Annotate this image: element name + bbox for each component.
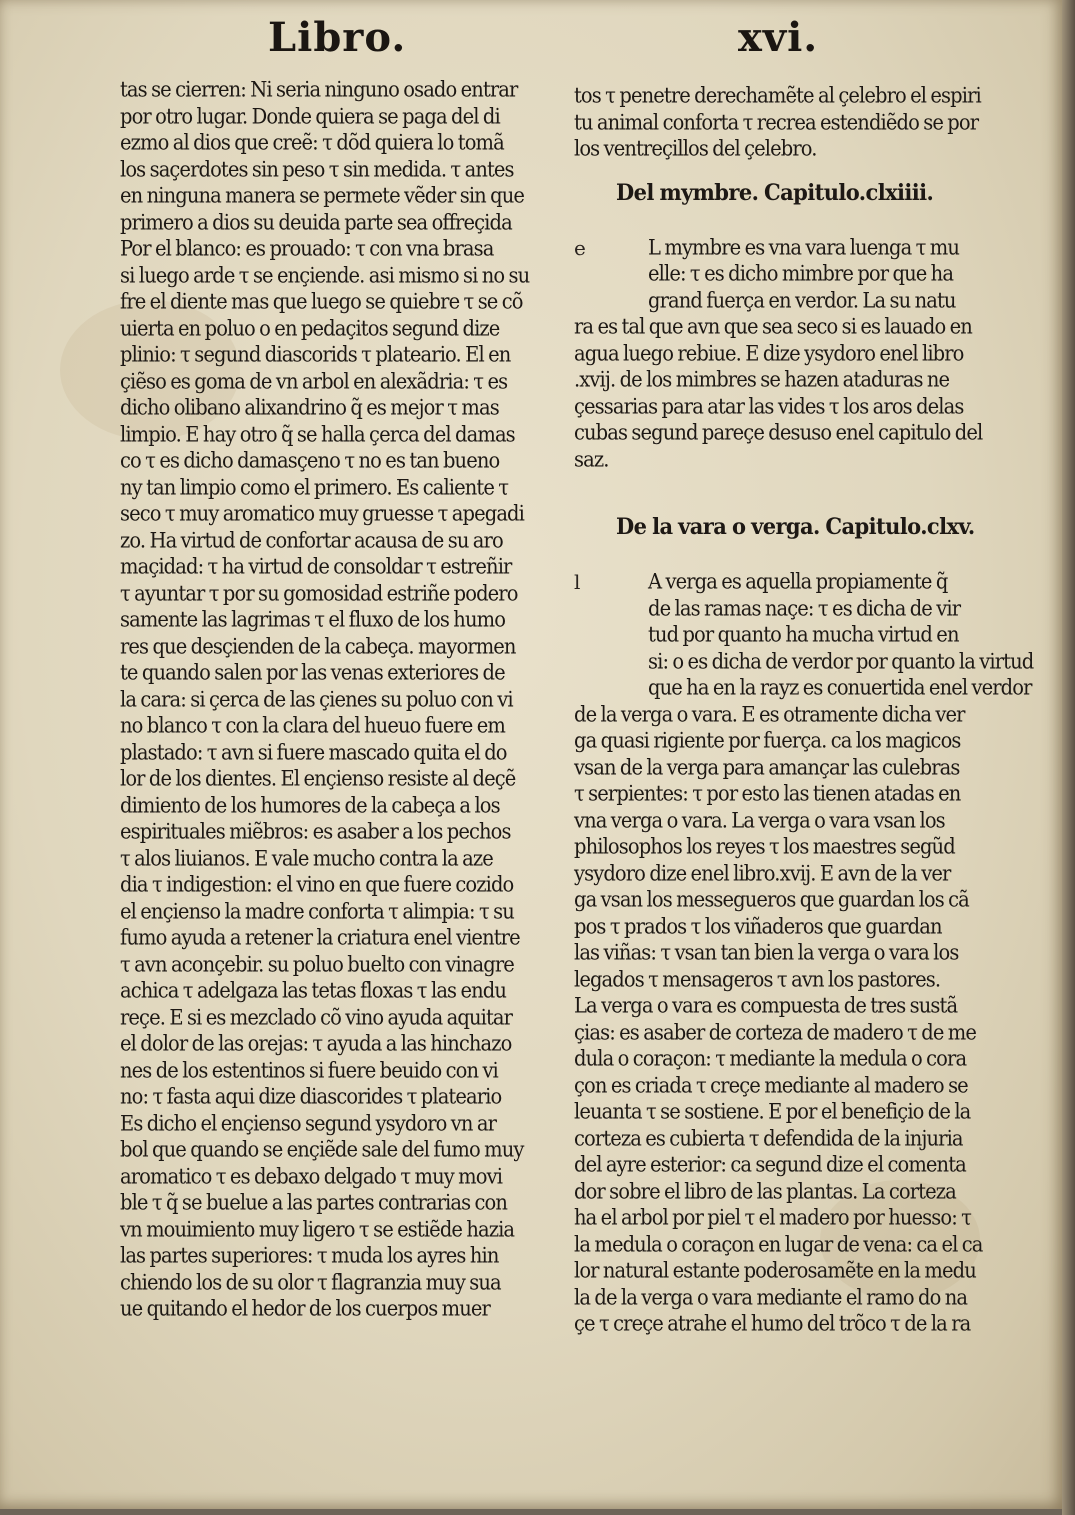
text-line: lor de los dientes. El ençienso resiste al deçẽ	[120, 766, 516, 791]
text-line: cubas segund pareçe desuso enel capitulo del	[574, 420, 983, 445]
text-line: los saçerdotes sin peso τ sin medida. τ antes	[120, 156, 514, 182]
text-line: te quando salen por las venas exteriores de	[120, 660, 505, 685]
text-line: las partes superiores: τ muda los ayres hin	[120, 1243, 499, 1268]
text-line: maçidad: τ ha virtud de consoldar τ estreñir	[120, 554, 512, 579]
text-line: Por el blanco: es prouado: τ con vna brasa	[120, 236, 494, 261]
text-line: .xvij. de los mimbres se hazen ataduras ne	[574, 367, 950, 392]
text-line: seco τ muy aromatico muy gruesse τ apegadi	[120, 501, 524, 526]
guide-letter-e: e	[574, 235, 586, 260]
text-line: ga quasi rigiente por fuerça. ca los magicos	[574, 728, 961, 753]
text-line: corteza es cubierta τ defendida de la injuria	[574, 1125, 963, 1151]
left-text-column	[120, 76, 530, 1322]
chapter-2-initial-lines	[574, 568, 1034, 701]
text-line: primero a dios su deuida parte sea offreçida	[120, 209, 512, 235]
text-line: τ ayuntar τ por su gomosidad estriñe podero	[120, 580, 518, 606]
text-line: fre el diente mas que luego se quiebre τ se cõ	[120, 289, 523, 314]
text-line: Es dicho el ençienso segund ysydoro vn ar	[120, 1110, 497, 1136]
text-line: los ventreçillos del çelebro.	[574, 136, 817, 161]
text-line: tos τ penetre derechamẽte al çelebro el espiri	[574, 83, 981, 108]
text-line: tu animal conforta τ recrea estendiẽdo se por	[574, 109, 979, 135]
text-line: A verga es aquella propiamente q̃	[648, 569, 948, 594]
text-line: por otro lugar. Donde quiera se paga del di	[120, 103, 500, 129]
chapter-2-body	[574, 701, 983, 1337]
text-line: las viñas: τ vsan tan bien la verga o vara los	[574, 940, 959, 965]
text-line: dula o coraçon: τ mediante la medula o cora	[574, 1046, 967, 1071]
text-line: nes de los estentinos si fuere beuido con vi	[120, 1057, 498, 1083]
text-line: legados τ mensageros τ avn los pastores.	[574, 966, 941, 992]
text-line: chiendo los de su olor τ flagranzia muy sua	[120, 1269, 501, 1295]
text-line: plinio: τ segund diascorids τ platеario. El en	[120, 342, 511, 367]
text-line: vna verga o vara. La verga o vara vsan los	[574, 807, 945, 833]
text-line: uierta en poluo o en pedaçitos segund dize	[120, 315, 500, 341]
text-line: aromatico τ es debaxo delgado τ muy movi	[120, 1163, 503, 1189]
text-line: dor sobre el libro de las plantas. La corteza	[574, 1178, 956, 1204]
chapter-1-initial-lines	[574, 234, 969, 314]
guide-letter-l: l	[574, 570, 581, 594]
text-line: ezmo al dios que creẽ: τ dõd quiera lo tomã	[120, 130, 504, 155]
running-head-right: xvi.	[738, 14, 819, 61]
text-line: dimiento de los humores de la cabeça a los	[120, 792, 500, 818]
running-head-left: Libro.	[268, 14, 407, 61]
text-line: dicho olibano alixandrino q̃ es mejor τ mas	[120, 395, 499, 420]
text-line: no blanco τ con la clara del hueuo fuere em	[120, 713, 505, 738]
text-line: philosophos los reyes τ los maestres segũd	[574, 834, 955, 859]
text-line: ha el arbol por piel τ el madero por huesso: τ	[574, 1205, 972, 1230]
text-line: vn mouimiento muy ligero τ se estiẽde hazia	[120, 1216, 515, 1242]
text-line: de la verga o vara. E es otramente dicha ver	[574, 701, 965, 727]
text-line: samente las lagrimas τ el fluxo de los humo	[120, 607, 506, 632]
text-line: el dolor de las orejas: τ ayuda a las hinchazo	[120, 1031, 512, 1056]
text-line: ysydoro dize enel libro.xvij. E avn de la ver	[574, 860, 951, 886]
text-line: çe τ creçe atrahe el humo del trõco τ de la ra	[574, 1311, 971, 1336]
text-line: saz.	[574, 446, 609, 472]
text-line: la medula o coraçon en lugar de vena: ca el ca	[574, 1231, 983, 1257]
text-line: tas se cierren: Ni seria ninguno osado entrar	[120, 77, 518, 102]
text-line: ra es tal que avn que sea seco si es lauado en	[574, 314, 972, 339]
text-line: ble τ q̃ se buelue a las partes contrarias con	[120, 1190, 508, 1215]
text-line: agua luego rebiue. E dize ysydoro enel libro	[574, 340, 964, 366]
text-line: achica τ adelgaza las tetas floxas τ las endu	[120, 978, 506, 1003]
text-line: elle: τ es dicho mimbre por que ha	[648, 261, 954, 286]
chapter-1-body	[574, 313, 983, 472]
text-line: res que desçienden de la cabeça. mayormen	[120, 633, 516, 659]
text-line: la de la verga o vara mediante el ramo do na	[574, 1284, 968, 1310]
text-line: çessarias para atar las vides τ los aros delas	[574, 393, 964, 419]
text-line: grand fuerça en verdor. La su natu	[648, 287, 956, 313]
text-line: leuanta τ se sostiene. E por el benefiçio de la	[574, 1099, 971, 1124]
text-line: çias: es asaber de corteza de madero τ de me	[574, 1019, 977, 1045]
chapter-heading-mymbre: Del mymbre. Capitulo.clxiiii.	[616, 177, 934, 205]
text-line: el ençienso la madre conforta τ alimpia: τ su	[120, 898, 514, 924]
text-line: de las ramas naçe: τ es dicha de vir	[648, 595, 961, 621]
text-line: dia τ indigestion: el vino en que fuere cozido	[120, 872, 514, 897]
right-text-column	[574, 82, 1034, 1337]
text-line: τ avn aconçebir. su poluo buelto con vinagre	[120, 951, 514, 977]
text-line: en ninguna manera se permete vẽder sin que	[120, 183, 525, 208]
chapter-heading-verga: De la vara o verga. Capitulo.clxv.	[616, 512, 975, 540]
text-line: çon es criada τ creçe mediante al madero se	[574, 1072, 968, 1098]
text-line: no: τ fasta aqui dize diascorides τ plateario	[120, 1084, 502, 1109]
intro-paragraph	[574, 82, 981, 162]
text-line: τ serpientes: τ por esto las tienen atadas en	[574, 781, 961, 806]
text-line: τ alos liuianos. E vale mucho contra la aze	[120, 845, 493, 871]
text-line: si: o es dicha de verdor por quanto la virtud	[648, 648, 1034, 674]
text-line: zo. Ha virtud de confortar acausa de su aro	[120, 527, 503, 553]
text-line: tud por quanto ha mucha virtud en	[648, 622, 959, 647]
text-line: plastado: τ avn si fuere mascado quita el do	[120, 739, 507, 765]
text-line: vsan de la verga para amançar las culebras	[574, 754, 960, 780]
text-line: pos τ prados τ los viñaderos que guardan	[574, 913, 942, 939]
text-line: limpio. E hay otro q̃ se halla çerca del damas	[120, 421, 515, 447]
page-edge	[1062, 0, 1075, 1515]
text-line: que ha en la rayz es conuertida enel verdor	[648, 675, 1032, 700]
text-line: si luego arde τ se ençiende. asi mismo si no su	[120, 262, 530, 288]
text-line: la cara: si çerca de las çienes su poluo con vi	[120, 686, 513, 712]
text-line: ny tan limpio como el primero. Es caliente τ	[120, 474, 509, 500]
text-line: çiẽso es goma de vn arbol en alexãdria: τ es	[120, 368, 508, 394]
text-line: fumo ayuda a retener la criatura enel vientre	[120, 925, 520, 950]
text-line: ue quitando el hedor de los cuerpos muer	[120, 1296, 490, 1321]
text-line: L mymbre es vna vara luenga τ mu	[648, 234, 960, 260]
text-line: ga vsan los messegueros que guardan los cã	[574, 887, 969, 912]
text-line: bol que quando se ençiẽde sale del fumo muy	[120, 1137, 524, 1162]
text-line: del ayre esterior: ca segund dize el comenta	[574, 1152, 966, 1177]
text-line: espirituales miẽbros: es asaber a los pechos	[120, 819, 511, 844]
text-line: co τ es dicho damasçeno τ no es tan bueno	[120, 448, 500, 473]
text-line: La verga o vara es compuesta de tres sustã	[574, 993, 958, 1018]
text-line: lor natural estante poderosamẽte en la medu	[574, 1258, 976, 1283]
text-line: reçe. E si es mezclado cõ vino ayuda aquitar	[120, 1004, 513, 1030]
